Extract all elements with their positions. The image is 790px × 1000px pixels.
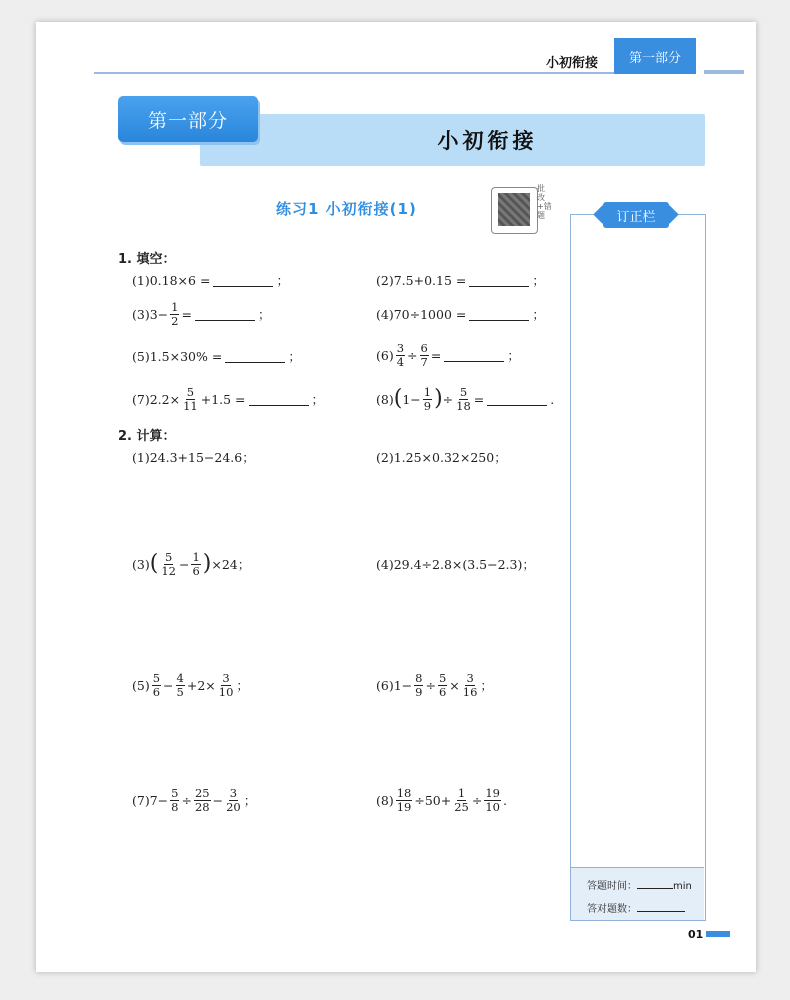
q2-item-1[interactable] [132, 446, 255, 468]
item-expression: 7.5+0.15 = [393, 272, 467, 288]
operator: ÷ [471, 792, 483, 808]
numerator: 3 [222, 670, 230, 685]
item-number: (8) [376, 792, 394, 808]
denominator: 9 [423, 398, 432, 413]
exercise-title: 练习1 小初衔接(1) [276, 200, 417, 218]
item-expression: 1− [402, 391, 421, 407]
correction-badge [603, 202, 669, 228]
item-number: (4) [376, 306, 394, 322]
numerator: 25 [194, 785, 210, 800]
denominator: 12 [161, 563, 176, 578]
denominator: 4 [396, 354, 405, 369]
header-title: 小初衔接 [546, 56, 599, 71]
right-paren: ) [434, 386, 443, 411]
item-number: (7) [132, 391, 150, 407]
fraction [453, 787, 470, 814]
left-paren: ( [149, 551, 159, 576]
item-number: (1) [132, 449, 150, 465]
q2-item-3[interactable] [132, 549, 250, 579]
correct-count-blank[interactable] [637, 911, 685, 912]
q1-item-2 [376, 269, 545, 291]
answer-time-blank[interactable] [637, 888, 673, 889]
item-end: ； [288, 349, 301, 364]
fraction [462, 672, 479, 699]
banner-title: 小初衔接 [437, 129, 538, 153]
fraction [160, 551, 177, 578]
numerator: 4 [176, 670, 184, 685]
answer-blank[interactable] [487, 393, 547, 406]
item-number: (5) [132, 677, 150, 693]
item-expression: ×24； [211, 557, 251, 572]
item-end: ； [532, 273, 545, 288]
denominator: 28 [194, 799, 210, 814]
fraction [170, 301, 179, 328]
numerator: 1 [423, 384, 432, 399]
q2-item-8[interactable] [376, 785, 507, 815]
denominator: 5 [176, 684, 184, 699]
correct-count-row [587, 900, 685, 915]
left-paren: ( [393, 386, 403, 411]
operator: ÷ [181, 792, 192, 808]
item-expression: 1− [393, 677, 413, 693]
item-end: ； [480, 678, 493, 693]
page-number-bar [706, 931, 730, 937]
qr-label: 批改+错题 [537, 184, 552, 220]
denominator: 8 [171, 799, 179, 814]
page-number: 01 [688, 928, 704, 941]
item-number: (7) [132, 792, 150, 808]
fraction [152, 672, 161, 699]
worksheet-page [36, 22, 756, 972]
item-number: (5) [132, 348, 150, 364]
q1-item-4 [376, 303, 545, 325]
item-number: (3) [132, 556, 150, 572]
numerator: 3 [396, 340, 405, 355]
item-end: ； [236, 678, 249, 693]
denominator: 19 [396, 799, 412, 814]
equals-sign: = [181, 306, 192, 322]
item-expression: 1.25×0.32×250； [393, 450, 507, 465]
qr-code-icon [498, 193, 530, 226]
operator: − [163, 677, 174, 693]
item-end: . [502, 792, 507, 808]
numerator: 6 [420, 340, 428, 355]
header-part-tab: 第一部分 [614, 38, 696, 74]
fraction [194, 787, 211, 814]
answer-blank[interactable] [469, 274, 529, 287]
denominator: 10 [218, 684, 234, 699]
q1-item-1 [132, 269, 289, 291]
item-number: (3) [132, 306, 150, 322]
q2-item-2[interactable] [376, 446, 507, 468]
item-number: (4) [376, 556, 394, 572]
fraction [484, 787, 501, 814]
denominator: 2 [171, 313, 179, 328]
q2-heading: 2. 计算： [118, 429, 176, 444]
answer-blank[interactable] [225, 350, 285, 363]
q1-item-7 [132, 384, 324, 414]
denominator: 6 [152, 684, 161, 699]
correct-count-label: 答对题数： [587, 904, 637, 915]
answer-time-row [587, 877, 692, 892]
item-number: (1) [132, 272, 150, 288]
q1-item-6 [376, 340, 520, 370]
denominator: 10 [485, 799, 500, 814]
item-number: (2) [376, 449, 394, 465]
operator: ÷ [425, 677, 436, 693]
numerator: 5 [152, 670, 161, 685]
denominator: 16 [462, 684, 478, 699]
fraction [455, 386, 472, 413]
numerator: 19 [485, 785, 500, 800]
answer-blank[interactable] [213, 274, 273, 287]
q1-item-5 [132, 345, 301, 367]
fraction [225, 787, 242, 814]
item-end: ； [276, 273, 289, 288]
item-expression: 70÷1000 = [393, 306, 467, 322]
item-expression: 29.4÷2.8×(3.5−2.3)； [393, 557, 535, 572]
q2-item-5[interactable] [132, 670, 249, 700]
numerator: 1 [171, 299, 179, 314]
item-end: ； [507, 348, 520, 363]
item-end: . [550, 391, 555, 407]
denominator: 6 [192, 563, 200, 578]
q1-item-8 [376, 384, 554, 414]
item-expression: 3− [149, 306, 169, 322]
numerator: 1 [192, 549, 200, 564]
operator: +2× [186, 677, 216, 693]
header-rule-end [704, 70, 744, 74]
q2-item-6[interactable] [376, 670, 493, 700]
item-number: (6) [376, 677, 394, 693]
answer-blank[interactable] [444, 349, 504, 362]
fraction [414, 672, 423, 699]
fraction [438, 672, 447, 699]
denominator: 6 [438, 684, 447, 699]
item-end: ； [311, 392, 325, 407]
operator: − [212, 792, 224, 808]
numerator: 3 [466, 670, 474, 685]
numerator: 5 [171, 785, 179, 800]
fraction [218, 672, 235, 699]
operator: − [178, 556, 190, 572]
item-end: ； [532, 307, 545, 322]
numerator: 8 [415, 670, 423, 685]
numerator: 5 [438, 670, 447, 685]
item-number: (2) [376, 272, 394, 288]
item-expression: 7− [149, 792, 169, 808]
operator: ÷ [407, 347, 418, 363]
correction-column [570, 214, 706, 921]
q1-item-3 [132, 299, 270, 329]
operator: ÷50+ [414, 792, 452, 808]
equals-sign: = [430, 347, 442, 363]
fraction [170, 787, 179, 814]
fraction [396, 342, 405, 369]
item-expression: 0.18×6 = [149, 272, 211, 288]
answer-time-unit: min [673, 881, 692, 892]
fraction [396, 787, 413, 814]
fraction [423, 386, 432, 413]
right-paren: ) [202, 551, 212, 576]
numerator: 3 [229, 785, 238, 800]
item-number: (6) [376, 347, 394, 363]
q1-heading: 1. 填空： [118, 252, 176, 267]
denominator: 7 [420, 354, 428, 369]
fraction [176, 672, 185, 699]
denominator: 20 [226, 799, 241, 814]
numerator: 1 [457, 785, 466, 800]
numerator: 5 [164, 549, 173, 564]
numerator: 18 [396, 785, 412, 800]
correction-badge-label: 订正栏 [616, 209, 656, 225]
denominator: 25 [454, 799, 469, 814]
item-expression: +1.5 = [200, 391, 246, 407]
header-rule [94, 72, 674, 74]
operator: × [449, 677, 460, 693]
fraction [191, 551, 200, 578]
answer-blank[interactable] [249, 393, 309, 406]
denominator: 18 [456, 398, 471, 413]
fraction [182, 386, 199, 413]
equals-sign: = [473, 391, 485, 407]
item-number: (8) [376, 391, 394, 407]
denominator: 9 [415, 684, 423, 699]
section-badge: 第一部分 [118, 96, 258, 142]
operator: ÷ [442, 391, 454, 407]
answer-blank[interactable] [195, 308, 255, 321]
q2-item-7[interactable] [132, 785, 256, 815]
answer-blank[interactable] [469, 308, 529, 321]
denominator: 11 [183, 398, 198, 413]
fraction [420, 342, 429, 369]
item-end: ； [243, 793, 257, 808]
numerator: 5 [459, 384, 468, 399]
correction-footer [571, 867, 704, 920]
numerator: 5 [186, 384, 195, 399]
q2-item-4[interactable] [376, 553, 535, 575]
answer-time-label: 答题时间： [587, 881, 637, 892]
item-expression: 2.2× [149, 391, 181, 407]
item-expression: 24.3+15−24.6； [149, 450, 255, 465]
item-expression: 1.5×30% = [149, 348, 223, 364]
item-end: ； [257, 307, 271, 322]
